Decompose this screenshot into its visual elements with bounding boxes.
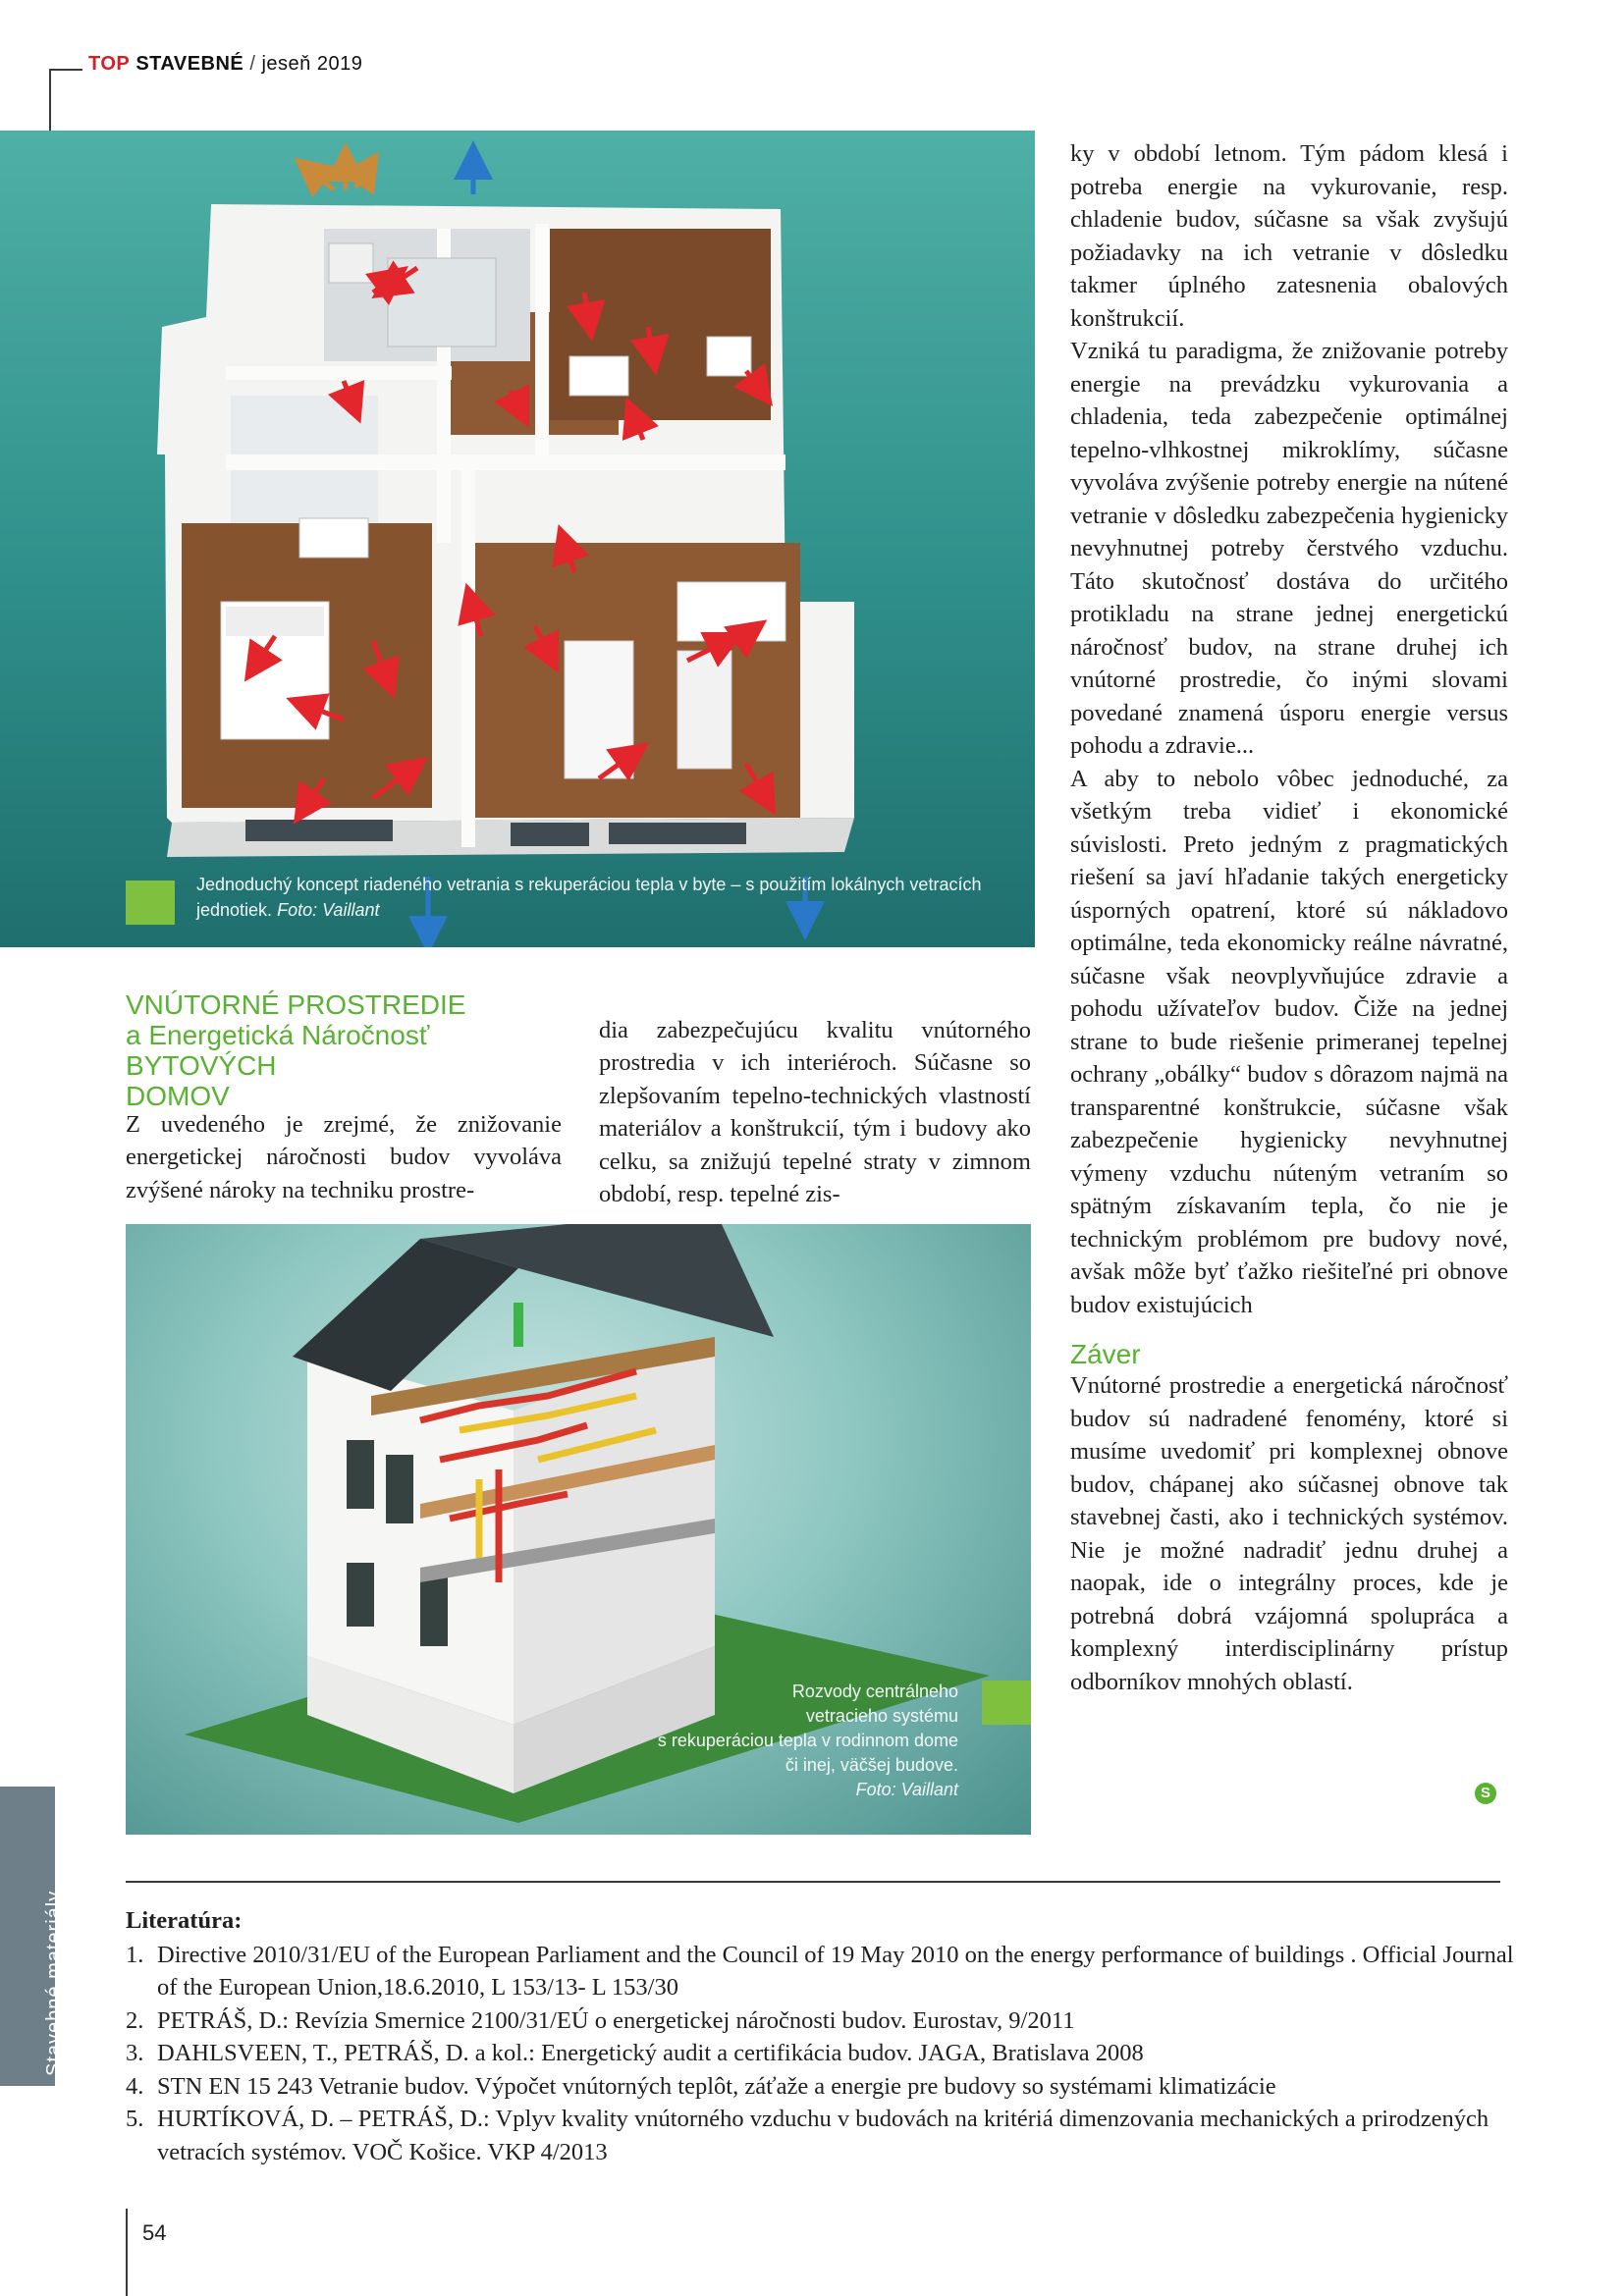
figure1-caption-text: Jednoduchý koncept riadeného vetrania s rekuperáciou tepla v byte – s použitím lokálnych vetracích jednotiek. xyxy=(196,875,982,920)
header-brand-top: TOP xyxy=(88,53,131,75)
header-issue: jeseň 2019 xyxy=(261,53,363,75)
literature-item-text: Directive 2010/31/EU of the European Parliament and the Council of 19 May 2010 on the energy performance of buildings . Official Journal of the European Union,18.6.2010, L 153/13- L 153/30 xyxy=(157,1941,1514,2001)
figure2-credit: Foto: Vaillant xyxy=(855,1780,958,1799)
literature-item xyxy=(126,2037,1520,2070)
literature-item-number: 2. xyxy=(126,2006,144,2034)
header-brand-stavebne: STAVEBNÉ xyxy=(135,53,244,75)
roof xyxy=(293,1239,518,1391)
right-paragraph-3: A aby to nebolo vôbec jednoduché, za všetkým treba vidieť i ekonomické súvislosti. Preto jedným z pragmatických riešení sa javí hľadanie takých energeticky úsporných opatrení, ktoré sú nákladovo optimálne, teda ekonomicky reálne návratné, súčasne však neovplyvňujúce zdravie a pohodu užívateľov budov. Čiže na jednej strane to bude riešenie primeranej tepelnej ochrany „obálky“ budov s dôrazom najmä na transparentné konštrukcie, súčasne však zabezpečenie hygienicky nevyhnutnej výmeny vzduchu núteným vetraním so spätným získavaním tepla, čo nie je technickým problémom pre budovy nové, avšak môže byť ťažko riešiteľné pri obnove budov existujúcich xyxy=(1070,765,1508,1318)
header-rule-horizontal xyxy=(49,69,82,71)
conclusion-heading: Záver xyxy=(1070,1339,1141,1369)
conclusion-text: Vnútorné prostredie a energetická náročnosť budov sú nadradené fenomény, ktoré si musíme uvedomiť pri komplexnej obnove budov, chápanej ako súčasnej obnove tak stavebnej časti, ako i technických systémov. Nie je možné nadradiť jednu druhej a naopak, ide o integrálny proces, kde je potrebná dobrá vzájomná spolupráca a komplexný interdisciplinárny prístup odborníkov mnohých oblastí. xyxy=(1070,1372,1508,1695)
header-separator: / xyxy=(249,53,256,75)
figure1-caption xyxy=(196,872,1001,923)
header-rule-vertical xyxy=(49,69,51,137)
literature-list xyxy=(126,1939,1520,2169)
literature-item-number: 5. xyxy=(126,2106,144,2132)
conclusion-paragraph xyxy=(1070,1369,1508,1698)
page-number-rule xyxy=(126,2209,128,2296)
right-paragraph-2: Vzniká tu paradigma, že znižovanie potreby energie na prevádzku vykurovania a chladenia, teda zabezpečenie optimálnej tepelno-vlhkostnej mikroklímy, súčasne vyvoláva zvýšenie potreby energie na nútené vetranie v dôsledku zabezpečenia hygienicky nevyhnutnej potreby čerstvého vzduchu. Táto skutočnosť dostáva do určitého protikladu na strane jednej energetickú náročnosť budov, na strane druhej ich vnútorné prostredie, čo inými slovami povedané znamená úsporu energie versus pohodu a zdravie... xyxy=(1070,338,1508,759)
running-header xyxy=(88,53,362,76)
section1-col2-text: dia zabezpečujúcu kvalitu vnútorného prostredia v ich interiéroch. Súčasne so zlepšovaním tepelno-technických vlastností materiálov a konštrukcií, tým i budovy ako celku, sa znižujú tepelné straty v zimnom období, resp. tepelné zis- xyxy=(599,1016,1031,1207)
article-end-mark: S xyxy=(1475,1783,1496,1804)
apartment-illustration xyxy=(0,131,1035,947)
literature-item-text: HURTÍKOVÁ, D. – PETRÁŠ, D.: Vplyv kvality vnútorného vzduchu v budovách na kritériá dimenzovania mechanických a prirodzených vetracích systémov. VOČ Košice. VKP 4/2013 xyxy=(157,2106,1489,2165)
literature-title: Literatúra: xyxy=(126,1907,243,1934)
figure2-caption-marker xyxy=(982,1681,1031,1725)
figure2-caption-line: či inej, väčšej budove. xyxy=(785,1755,958,1775)
side-tab-label: Stavebné materiály xyxy=(43,1890,65,2076)
page-number: 54 xyxy=(142,2220,167,2245)
literature-item xyxy=(126,2103,1520,2168)
heading-line-2: a Energetická Náročnosť BYTOVÝCH xyxy=(126,1020,430,1081)
heading-line-1: VNÚTORNÉ PROSTREDIE xyxy=(126,989,466,1020)
literature-item xyxy=(126,2004,1520,2038)
apartment-ventilation-figure xyxy=(0,131,1035,947)
literature-item-text: PETRÁŠ, D.: Revízia Smernice 2100/31/EÚ o energetickej náročnosti budov. Eurostav, 9/2011 xyxy=(157,2006,1075,2034)
figure1-caption-marker xyxy=(126,881,175,925)
heading-line-3: DOMOV xyxy=(126,1081,230,1111)
roof-outlet xyxy=(514,1303,523,1347)
figure2-caption-line: Rozvody centrálneho xyxy=(791,1682,958,1701)
literature-item-text: DAHLSVEEN, T., PETRÁŠ, D. a kol.: Energetický audit a certifikácia budov. JAGA, Bratislava 2008 xyxy=(157,2040,1144,2066)
literature-item xyxy=(126,1939,1520,2004)
right-column xyxy=(1070,137,1508,1698)
literature-item xyxy=(126,2070,1520,2104)
literature-section xyxy=(126,1904,1520,2168)
section1-col1-text: Z uvedeného je zrejmé, že znižovanie energetickej náročnosti budov vyvoláva zvýšené nároky na techniku prostre- xyxy=(126,1110,562,1203)
figure1-credit: Foto: Vaillant xyxy=(277,900,380,920)
literature-item-number: 3. xyxy=(126,2040,144,2066)
figure2-caption-line: s rekuperáciou tepla v rodinnom dome xyxy=(657,1731,958,1750)
section1-col2 xyxy=(599,989,1031,1235)
literature-item-text: STN EN 15 243 Vetranie budov. Výpočet vnútorných teplôt, záťaže a energie pre budovy so systémami klimatizácie xyxy=(157,2072,1276,2100)
literature-item-number: 4. xyxy=(126,2072,144,2100)
right-paragraph-1: ky v období letnom. Tým pádom klesá i potreba energie na vykurovanie, resp. chladenie budov, súčasne sa však zvyšujú požiadavky na ich vetranie v dôsledku takmer úplného zatesnenia obalových konštrukcií. xyxy=(1070,140,1508,332)
figure2-caption-line: vetracieho systému xyxy=(805,1706,958,1726)
literature-rule xyxy=(126,1881,1500,1883)
figure2-caption xyxy=(589,1680,958,1802)
literature-item-number: 1. xyxy=(126,1941,144,1968)
inlet-arrows xyxy=(309,162,368,189)
section1-col1 xyxy=(126,1084,562,1231)
